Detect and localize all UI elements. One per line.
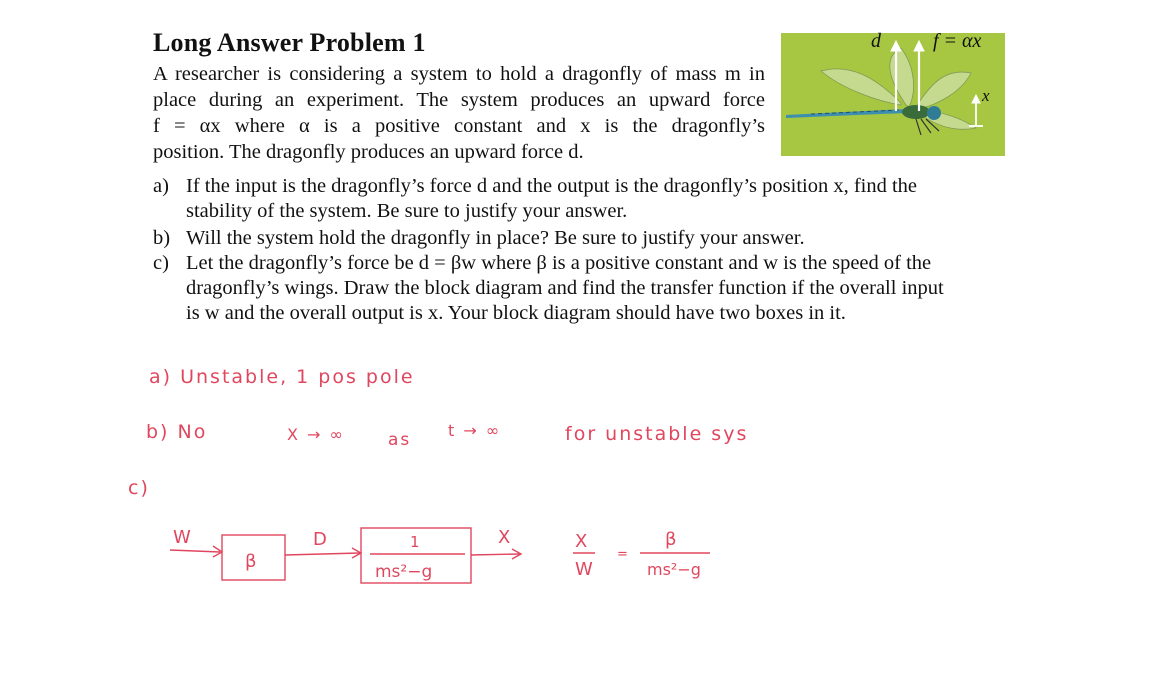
- question-line: dragonfly’s wings. Draw the block diagram and find the transfer function if the overall input: [186, 277, 944, 299]
- question-line: is w and the overall output is x. Your block diagram should have two boxes in it.: [186, 302, 846, 324]
- question-tag: c): [153, 252, 169, 274]
- answer-b-as: as: [388, 430, 412, 450]
- answer-a: a) Unstable, 1 pos pole: [149, 366, 415, 388]
- answer-b-reason: for unstable sys: [565, 423, 749, 445]
- tf-equals: =: [617, 547, 628, 562]
- intro-line: place during an experiment. The system produces an upward force: [153, 89, 765, 111]
- answer-b-prefix: b) No: [146, 421, 208, 443]
- force-label-d: d: [871, 30, 881, 52]
- question-line: Let the dragonfly’s force be d = βw where β is a positive constant and w is the speed of the: [186, 252, 932, 274]
- question-line: Will the system hold the dragonfly in place? Be sure to justify your answer.: [186, 227, 805, 249]
- answer-b-x-limit: X → ∞: [287, 425, 345, 444]
- output-arrow: [471, 554, 520, 555]
- output-label: X: [498, 527, 511, 548]
- problem-intro: [153, 61, 765, 165]
- problem-title: Long Answer Problem 1: [153, 28, 426, 57]
- answer-c: c): [128, 477, 150, 499]
- tf-lhs-num: X: [575, 531, 588, 552]
- block-plant-num: 1: [410, 533, 420, 551]
- input-arrow: [170, 550, 220, 552]
- signal-arrow: [285, 553, 360, 555]
- answer-b-t-limit: t → ∞: [448, 421, 502, 440]
- question-line: stability of the system. Be sure to justify your answer.: [186, 200, 628, 222]
- tf-lhs-den: W: [575, 559, 593, 580]
- intro-line: f = αx where α is a positive constant and x is the dragonfly’s: [153, 115, 765, 137]
- position-label-x: x: [982, 86, 990, 105]
- question-tag: b): [153, 227, 171, 249]
- force-label-f: f = αx: [933, 30, 982, 52]
- tf-rhs-num: β: [665, 529, 677, 550]
- input-label: W: [173, 527, 191, 548]
- question-line: If the input is the dragonfly’s force d and the output is the dragonfly’s position x, find the: [186, 175, 918, 197]
- block-beta-label: β: [245, 551, 257, 572]
- signal-label: D: [313, 529, 327, 550]
- tf-rhs-den: ms²−g: [647, 560, 701, 579]
- question-tag: a): [153, 175, 169, 197]
- intro-line: position. The dragonfly produces an upward force d.: [153, 141, 584, 163]
- block-diagram: [165, 515, 725, 605]
- intro-line: A researcher is considering a system to hold a dragonfly of mass m in: [153, 63, 765, 85]
- block-plant-den: ms²−g: [375, 562, 433, 582]
